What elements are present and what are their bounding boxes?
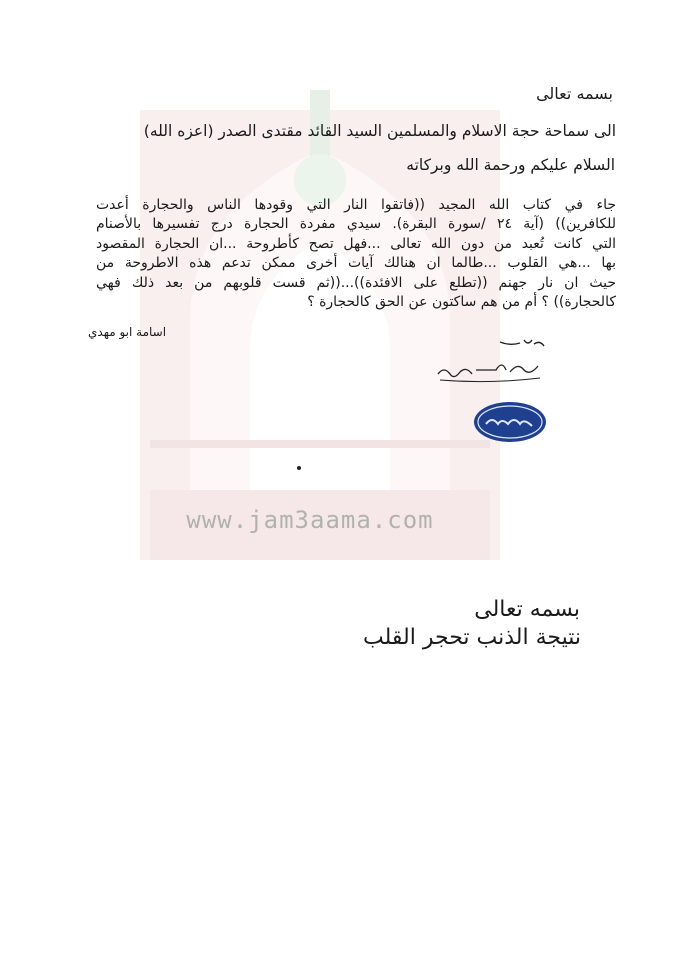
body-line: للكافرين)) (آية ٢٤ /سورة البقرة). سيدي مفردة الحجارة درج تفسيرها بالأصنام	[96, 216, 616, 233]
body-line: حيث ان نار جهنم ((تطلع على الافئدة))...((ثم قست قلوبهم من بعد ذلك فهي	[96, 274, 616, 291]
letter-body	[96, 196, 616, 312]
body-line: التي كانت تُعبد من دون الله تعالى ...فهل تصح كأطروحة ...ان الحجارة المقصود	[96, 235, 616, 252]
letter-basmala: بسمه تعالى	[536, 84, 613, 103]
official-stamp-icon	[472, 400, 548, 444]
body-line: كالحجارة)) ؟ أم من هم ساكتون عن الحق كالحجارة ؟	[307, 294, 616, 311]
reply-basmala: بسمه تعالى	[474, 597, 580, 622]
letter-greeting: السلام عليكم ورحمة الله وبركاته	[406, 156, 615, 174]
letter-sender: اسامة ابو مهدي	[88, 325, 167, 339]
ink-dot	[297, 466, 301, 470]
reply-text: نتيجة الذنب تحجر القلب	[363, 625, 581, 650]
body-line: جاء في كتاب الله المجيد ((فاتقوا النار التي وقودها الناس والحجارة أعدت	[96, 197, 616, 213]
letter-address: الى سماحة حجة الاسلام والمسلمين السيد القائد مقتدى الصدر (اعزه الله)	[143, 122, 616, 140]
watermark-site: www.jam3aama.com	[186, 506, 434, 534]
handwritten-reply-icon	[430, 330, 550, 388]
body-line: بها ...هي القلوب ...طالما ان هنالك آيات أخرى ممكن تدعم هذه الاطروحة من	[96, 255, 616, 272]
